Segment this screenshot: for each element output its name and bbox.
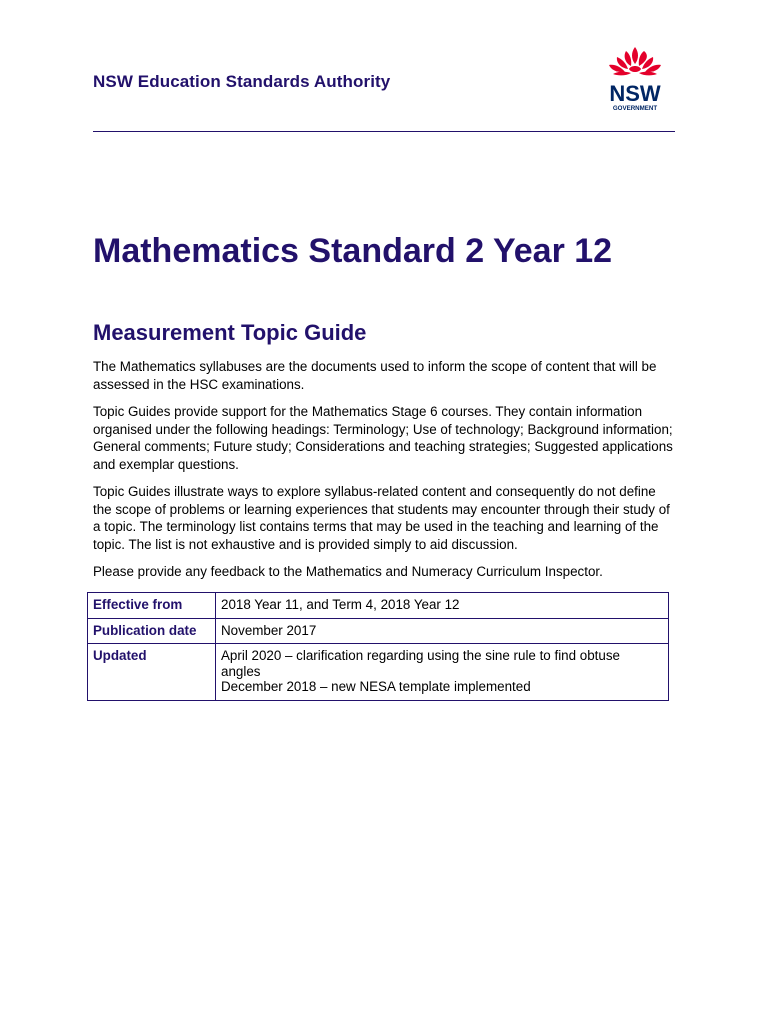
document-info-table — [87, 592, 669, 701]
topic-guides-paragraph: Topic Guides provide support for the Mathematics Stage 6 courses. They contain information organised under the following headings: Terminology; Use of technology; Background information; General comments; Future study; Considerations and teaching strategies; Suggested applications and exemplar questions. — [93, 404, 673, 472]
logo-text: NSW — [609, 81, 661, 106]
table-label-cell: Effective from — [88, 593, 216, 619]
table-value-cell — [216, 618, 669, 644]
nsw-government-logo — [600, 43, 670, 113]
feedback-paragraph: Please provide any feedback to the Mathematics and Numeracy Curriculum Inspector. — [93, 564, 603, 579]
nsw-waratah-icon — [609, 47, 661, 75]
table-row — [88, 593, 669, 619]
page-subtitle: Measurement Topic Guide — [93, 320, 367, 345]
table-row — [88, 644, 669, 701]
table-value-line: November 2017 — [221, 622, 317, 638]
table-value-line: April 2020 – clarification regarding using the sine rule to find obtuse angles — [221, 648, 620, 679]
logo-subtext: GOVERNMENT — [612, 105, 658, 112]
intro-paragraph: The Mathematics syllabuses are the documents used to inform the scope of content that will be assessed in the HSC examinations. — [93, 359, 657, 392]
table-value-line: December 2018 – new NESA template implemented — [221, 679, 531, 694]
table-row — [88, 618, 669, 644]
table-label-cell: Publication date — [88, 618, 216, 644]
table-label-cell: Updated — [88, 644, 216, 701]
organization-name: NSW Education Standards Authority — [93, 72, 391, 91]
table-value-cell — [216, 644, 669, 701]
table-value-cell — [216, 593, 669, 619]
page-title: Mathematics Standard 2 Year 12 — [93, 232, 613, 270]
header-divider — [93, 131, 675, 132]
table-value-line: 2018 Year 11, and Term 4, 2018 Year 12 — [221, 597, 460, 612]
scope-paragraph: Topic Guides illustrate ways to explore syllabus-related content and consequently do not define the scope of problems or learning experiences that students may encounter through their study of a topic. The terminology list contains terms that may be used in the teaching and learning of the topic. The list is not exhaustive and is provided simply to aid discussion. — [93, 484, 670, 552]
